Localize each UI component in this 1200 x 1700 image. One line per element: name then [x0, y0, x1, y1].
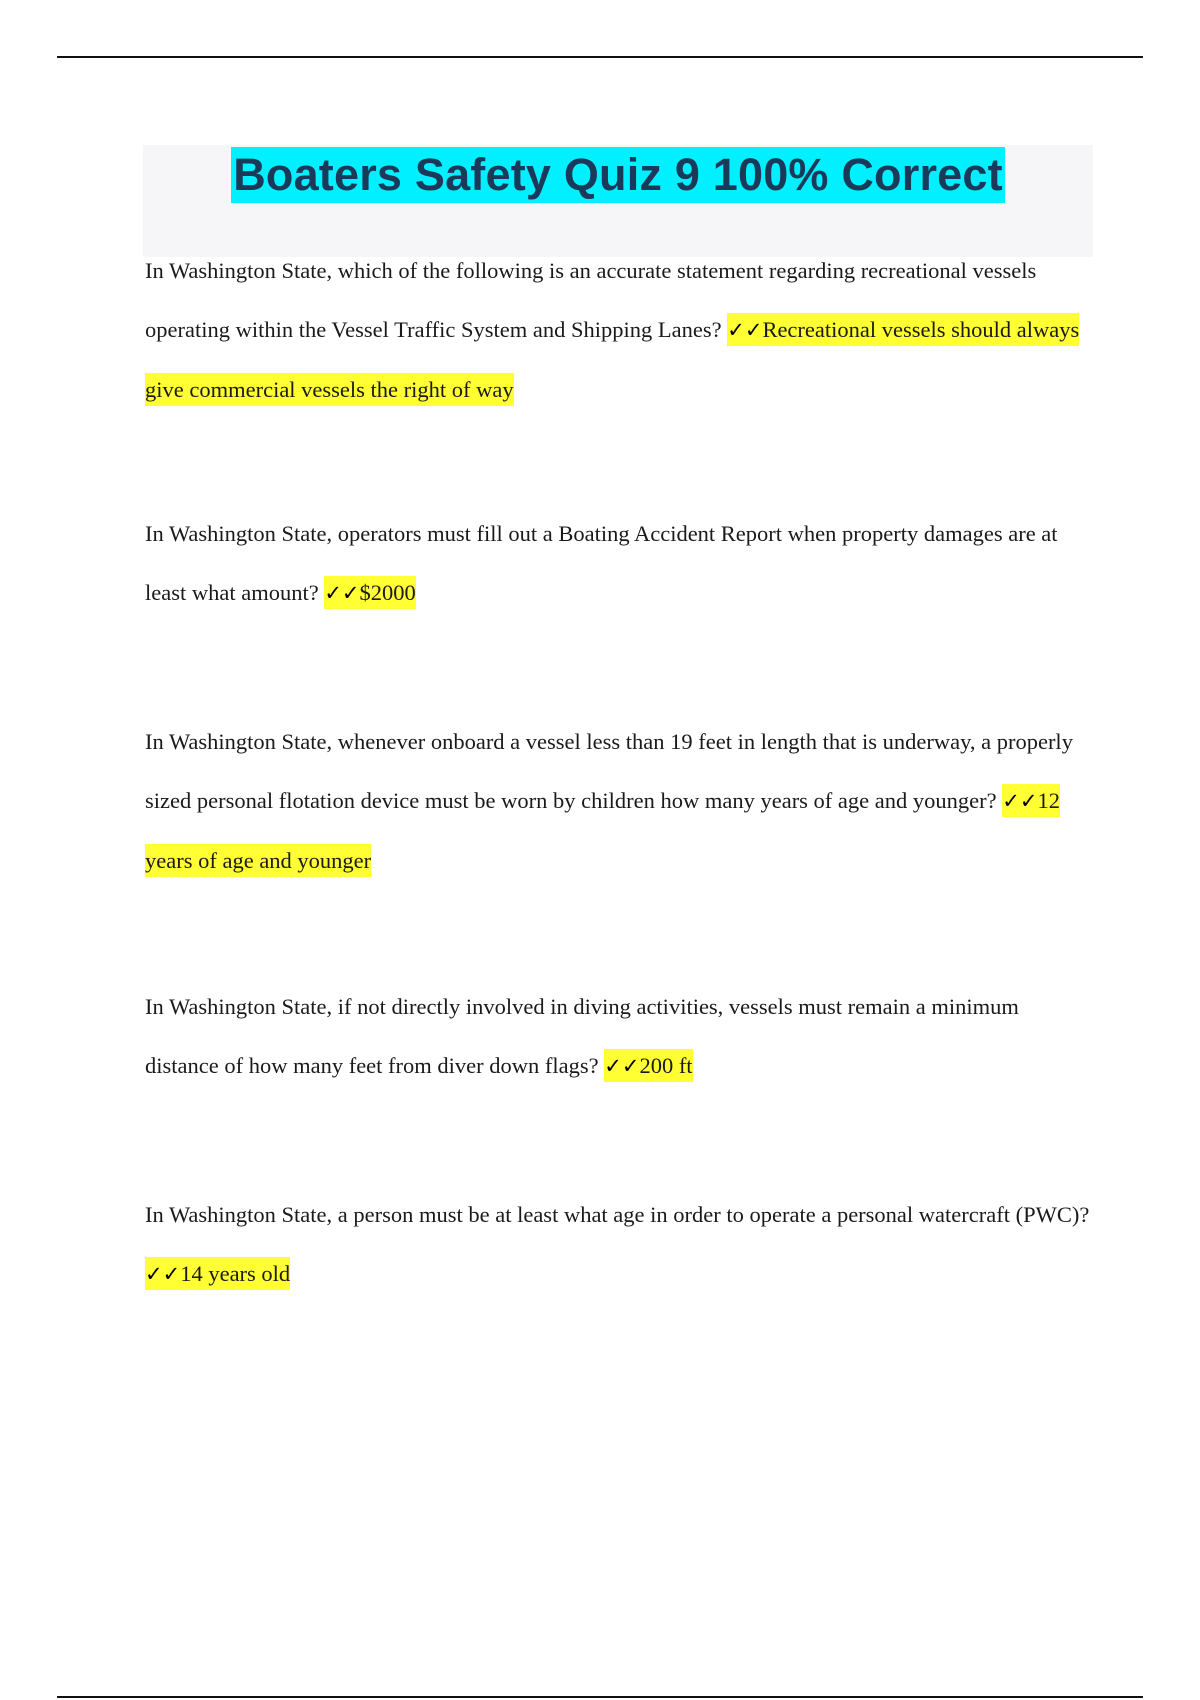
quiz-item-3 — [145, 712, 1090, 890]
quiz-item-5 — [145, 1185, 1090, 1304]
answer-text: Recreational vessels should always give commercial vessels the right of way — [145, 317, 1080, 402]
page-title — [143, 147, 1093, 203]
question-text: In Washington State, whenever onboard a vessel less than 19 feet in length that is underway, a properly sized personal flotation device must be worn by children how many years of age and younger? — [145, 729, 1073, 813]
answer-text: 200 ft — [639, 1053, 693, 1078]
answer-text: 14 years old — [180, 1261, 291, 1286]
double-check-icon: ✓✓ — [324, 581, 360, 605]
page-title-text: Boaters Safety Quiz 9 100% Correct — [231, 147, 1005, 203]
answer-highlight — [604, 1049, 692, 1082]
answer-highlight — [324, 576, 415, 609]
quiz-item-4 — [145, 977, 1090, 1096]
question-text: In Washington State, a person must be at least what age in order to operate a personal watercraft (PWC)? — [145, 1202, 1090, 1227]
double-check-icon: ✓✓ — [145, 1262, 181, 1286]
double-check-icon: ✓✓ — [604, 1054, 640, 1078]
answer-text: 12 years of age and younger — [145, 788, 1060, 873]
quiz-item-1 — [145, 241, 1090, 419]
double-check-icon: ✓✓ — [1002, 789, 1038, 813]
question-text: In Washington State, operators must fill out a Boating Accident Report when property damages are at least what amount? — [145, 521, 1058, 605]
double-check-icon: ✓✓ — [727, 318, 763, 342]
answer-highlight — [145, 1257, 290, 1290]
bottom-rule — [57, 1696, 1143, 1698]
top-rule — [57, 56, 1143, 58]
quiz-item-2 — [145, 504, 1090, 623]
answer-text: $2000 — [359, 580, 416, 605]
question-text: In Washington State, if not directly involved in diving activities, vessels must remain a minimum distance of how many feet from diver down flags? — [145, 994, 1019, 1078]
question-text: In Washington State, which of the following is an accurate statement regarding recreational vessels operating within the Vessel Traffic System and Shipping Lanes? — [145, 258, 1037, 342]
